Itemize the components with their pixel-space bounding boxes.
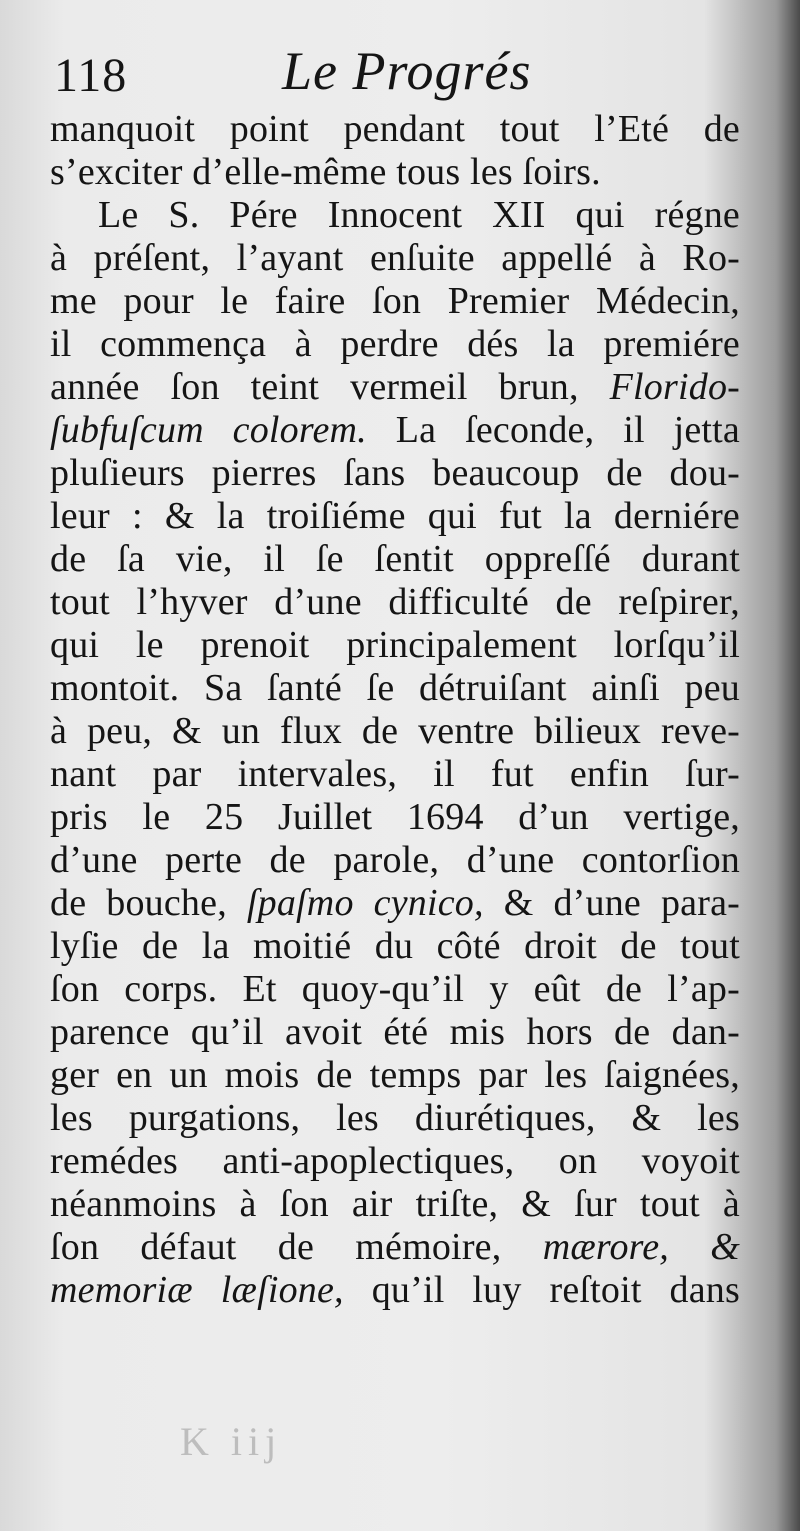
text-segment: manquoit point pendant tout l’Eté de — [50, 108, 740, 150]
text-segment: s’exciter d’elle-même tous les ſoirs. — [50, 151, 601, 193]
text-line — [50, 108, 740, 151]
page-header — [54, 40, 734, 110]
text-line — [50, 667, 740, 710]
running-title: Le Progrés — [282, 41, 532, 101]
text-segment: ſon corps. Et quoy-qu’il y eût de l’ap- — [50, 968, 740, 1010]
text-segment: de bouche, — [50, 882, 247, 924]
text-segment: d’une perte de parole, d’une contorſion — [50, 839, 740, 881]
text-line — [50, 1226, 740, 1269]
text-segment: pluſieurs pierres ſans beaucoup de dou- — [50, 452, 740, 494]
italic-text-segment: Florido- — [609, 366, 740, 408]
text-line — [50, 452, 740, 495]
text-line — [50, 925, 740, 968]
text-line — [50, 753, 740, 796]
text-line — [50, 710, 740, 753]
text-line — [50, 581, 740, 624]
text-line — [50, 882, 740, 925]
text-line — [50, 495, 740, 538]
text-segment: Le S. Pére Innocent XII qui régne — [98, 194, 740, 236]
text-line — [50, 1183, 740, 1226]
text-line — [50, 1011, 740, 1054]
text-segment: & d’une para- — [483, 882, 740, 924]
text-segment: lyſie de la moitié du côté droit de tout — [50, 925, 740, 967]
text-line — [50, 538, 740, 581]
text-segment: me pour le faire ſon Premier Médecin, — [50, 280, 740, 322]
italic-text-segment: ſpaſmo cynico, — [246, 882, 484, 924]
text-line — [50, 409, 740, 452]
page-number: 118 — [54, 49, 128, 102]
text-line — [50, 194, 740, 237]
text-segment: qu’il luy reſtoit dans — [343, 1269, 740, 1311]
text-segment: ger en un mois de temps par les ſaignées, — [50, 1054, 740, 1096]
text-line — [50, 796, 740, 839]
text-segment: il commença à perdre dés la premiére — [50, 323, 740, 365]
text-segment: les purgations, les diurétiques, & les — [50, 1097, 740, 1139]
text-line — [50, 366, 740, 409]
text-segment: pris le 25 Juillet 1694 d’un vertige, — [50, 796, 740, 838]
text-segment: qui le prenoit principalement lorſqu’il — [50, 624, 740, 666]
text-line — [50, 151, 740, 194]
text-segment: montoit. Sa ſanté ſe détruiſant ainſi peu — [50, 667, 740, 709]
text-segment: à peu, & un flux de ventre bilieux reve- — [50, 710, 740, 752]
text-line — [50, 839, 740, 882]
text-segment: de ſa vie, il ſe ſentit oppreſſé durant — [50, 538, 740, 580]
text-line — [50, 1097, 740, 1140]
text-line — [50, 280, 740, 323]
text-segment: leur : & la troiſiéme qui fut la derniére — [50, 495, 740, 537]
text-segment: La ſeconde, il jetta — [366, 409, 740, 451]
text-segment: néanmoins à ſon air triſte, & ſur tout à — [50, 1183, 740, 1225]
text-segment: parence qu’il avoit été mis hors de dan- — [50, 1011, 740, 1053]
text-line — [50, 968, 740, 1011]
italic-text-segment: mærore, & — [542, 1226, 740, 1268]
text-line — [50, 1054, 740, 1097]
italic-text-segment: memoriæ læſione, — [50, 1269, 344, 1311]
text-segment: ſon défaut de mémoire, — [50, 1226, 543, 1268]
text-line — [50, 1140, 740, 1183]
text-line — [50, 237, 740, 280]
italic-text-segment: ſubfuſcum colorem. — [50, 409, 367, 451]
signature-mark: K iij — [180, 1419, 283, 1464]
text-segment: année ſon teint vermeil brun, — [50, 366, 610, 408]
text-line — [50, 323, 740, 366]
text-line — [50, 1269, 740, 1312]
text-segment: tout l’hyver d’une difficulté de reſpirer, — [50, 581, 740, 623]
text-segment: nant par intervales, il fut enfin ſur- — [50, 753, 740, 795]
body-text — [50, 108, 740, 1312]
text-segment: à préſent, l’ayant enſuite appellé à Ro- — [50, 237, 740, 279]
text-line — [50, 624, 740, 667]
text-segment: remédes anti-apoplectiques, on voyoit — [50, 1140, 740, 1182]
